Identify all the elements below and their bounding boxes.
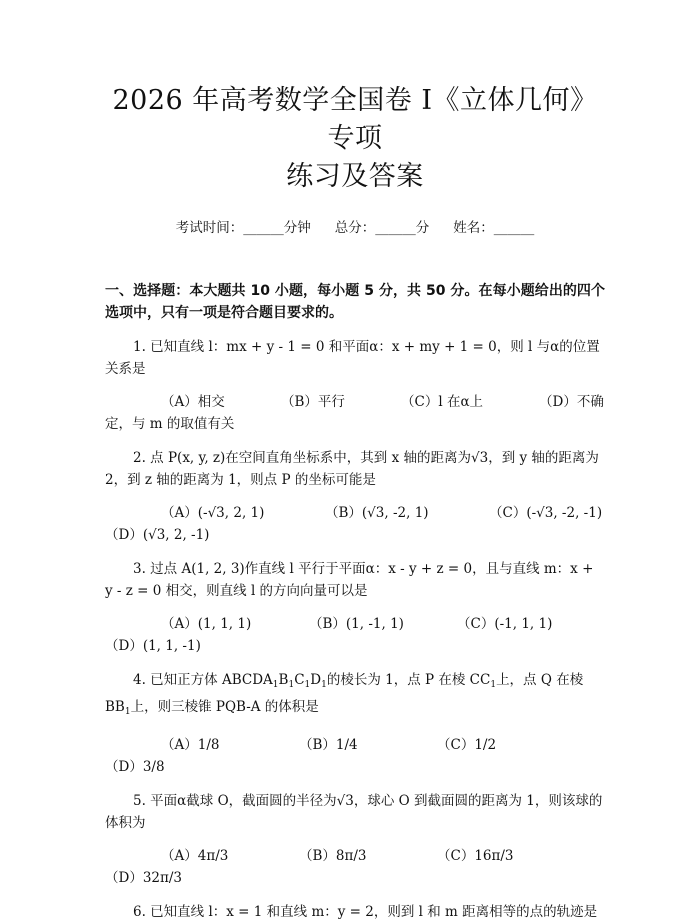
question-5-option-c: （C）16π/3 bbox=[437, 848, 514, 864]
question-1-option-b: （B）平行 bbox=[281, 394, 345, 410]
question-5-option-a: （A）4π/3 bbox=[161, 848, 229, 864]
question-1 bbox=[105, 336, 605, 435]
section-heading-choice: 一、选择题：本大题共 10 小题，每小题 5 分，共 50 分。在每小题给出的四个选项中，只有一项是符合题目要求的。 bbox=[105, 283, 605, 321]
question-2-option-d: （D）(√3, 2, -1) bbox=[105, 527, 210, 543]
question-2-options bbox=[105, 502, 605, 546]
title-line-2: 练习及答案 bbox=[286, 161, 424, 192]
question-4-option-a: （A）1/8 bbox=[161, 737, 220, 753]
question-1-option-a: （A）相交 bbox=[161, 394, 225, 410]
question-1-option-d: （D）不确定，与 m 的取值有关 bbox=[105, 394, 604, 432]
question-3-option-c: （C）(-1, 1, 1) bbox=[457, 616, 553, 632]
question-2 bbox=[105, 447, 605, 546]
question-3-options bbox=[105, 613, 605, 657]
question-1-stem: 1. 已知直线 l：mx + y - 1 = 0 和平面α：x + my + 1 = 0，则 l 与α的位置关系是 bbox=[105, 339, 600, 377]
question-3-option-a: （A）(1, 1, 1) bbox=[161, 616, 252, 632]
question-6-stem: 6. 已知直线 l：x = 1 和直线 m：y = 2，则到 l 和 m 距离相等的点的轨迹是 bbox=[133, 904, 598, 920]
total-score-field: 总分：______分 bbox=[334, 220, 430, 236]
exam-time-field: 考试时间：______分钟 bbox=[175, 220, 311, 236]
question-2-option-c: （C）(-√3, -2, -1) bbox=[489, 505, 603, 521]
question-3-stem: 3. 过点 A(1, 2, 3)作直线 l 平行于平面α：x - y + z = 0，且与直线 m：x + y - z = 0 相交，则直线 l 的方向向量可以是 bbox=[105, 561, 594, 599]
question-5-options bbox=[105, 845, 605, 889]
question-4-options bbox=[105, 734, 605, 778]
question-4 bbox=[105, 669, 605, 778]
question-2-option-a: （A）(-√3, 2, 1) bbox=[161, 505, 265, 521]
question-3 bbox=[105, 558, 605, 657]
question-5 bbox=[105, 790, 605, 889]
question-1-options bbox=[105, 391, 605, 435]
question-5-stem: 5. 平面α截球 O，截面圆的半径为√3，球心 O 到截面圆的距离为 1，则该球的体积为 bbox=[105, 793, 603, 831]
question-5-option-b: （B）8π/3 bbox=[299, 848, 367, 864]
question-4-option-b: （B）1/4 bbox=[299, 737, 358, 753]
question-4-stem: 4. 已知正方体 $ABCDA_1B_1C_1D_1$的棱长为 1，点 P 在棱 $CC_1$上，点 Q 在棱 $BB_1$上，则三棱锥 PQB-A 的体积是 bbox=[105, 672, 584, 717]
question-3-option-d: （D）(1, 1, -1) bbox=[105, 638, 201, 654]
title-line-1: 2026 年高考数学全国卷 I《立体几何》专项 bbox=[112, 85, 598, 154]
exam-title bbox=[105, 0, 605, 196]
question-6 bbox=[105, 901, 605, 923]
question-2-option-b: （B）(√3, -2, 1) bbox=[325, 505, 429, 521]
question-1-option-c: （C）l 在α上 bbox=[401, 394, 484, 410]
name-field: 姓名：______ bbox=[453, 220, 535, 236]
question-3-option-b: （B）(1, -1, 1) bbox=[309, 616, 404, 632]
exam-meta bbox=[105, 218, 605, 238]
question-2-stem: 2. 点 P(x, y, z)在空间直角坐标系中，其到 x 轴的距离为√3，到 y 轴的距离为 2，到 z 轴的距离为 1，则点 P 的坐标可能是 bbox=[105, 450, 599, 488]
question-5-option-d: （D）32π/3 bbox=[105, 870, 183, 886]
question-4-option-d: （D）3/8 bbox=[105, 759, 165, 775]
question-4-option-c: （C）1/2 bbox=[437, 737, 497, 753]
